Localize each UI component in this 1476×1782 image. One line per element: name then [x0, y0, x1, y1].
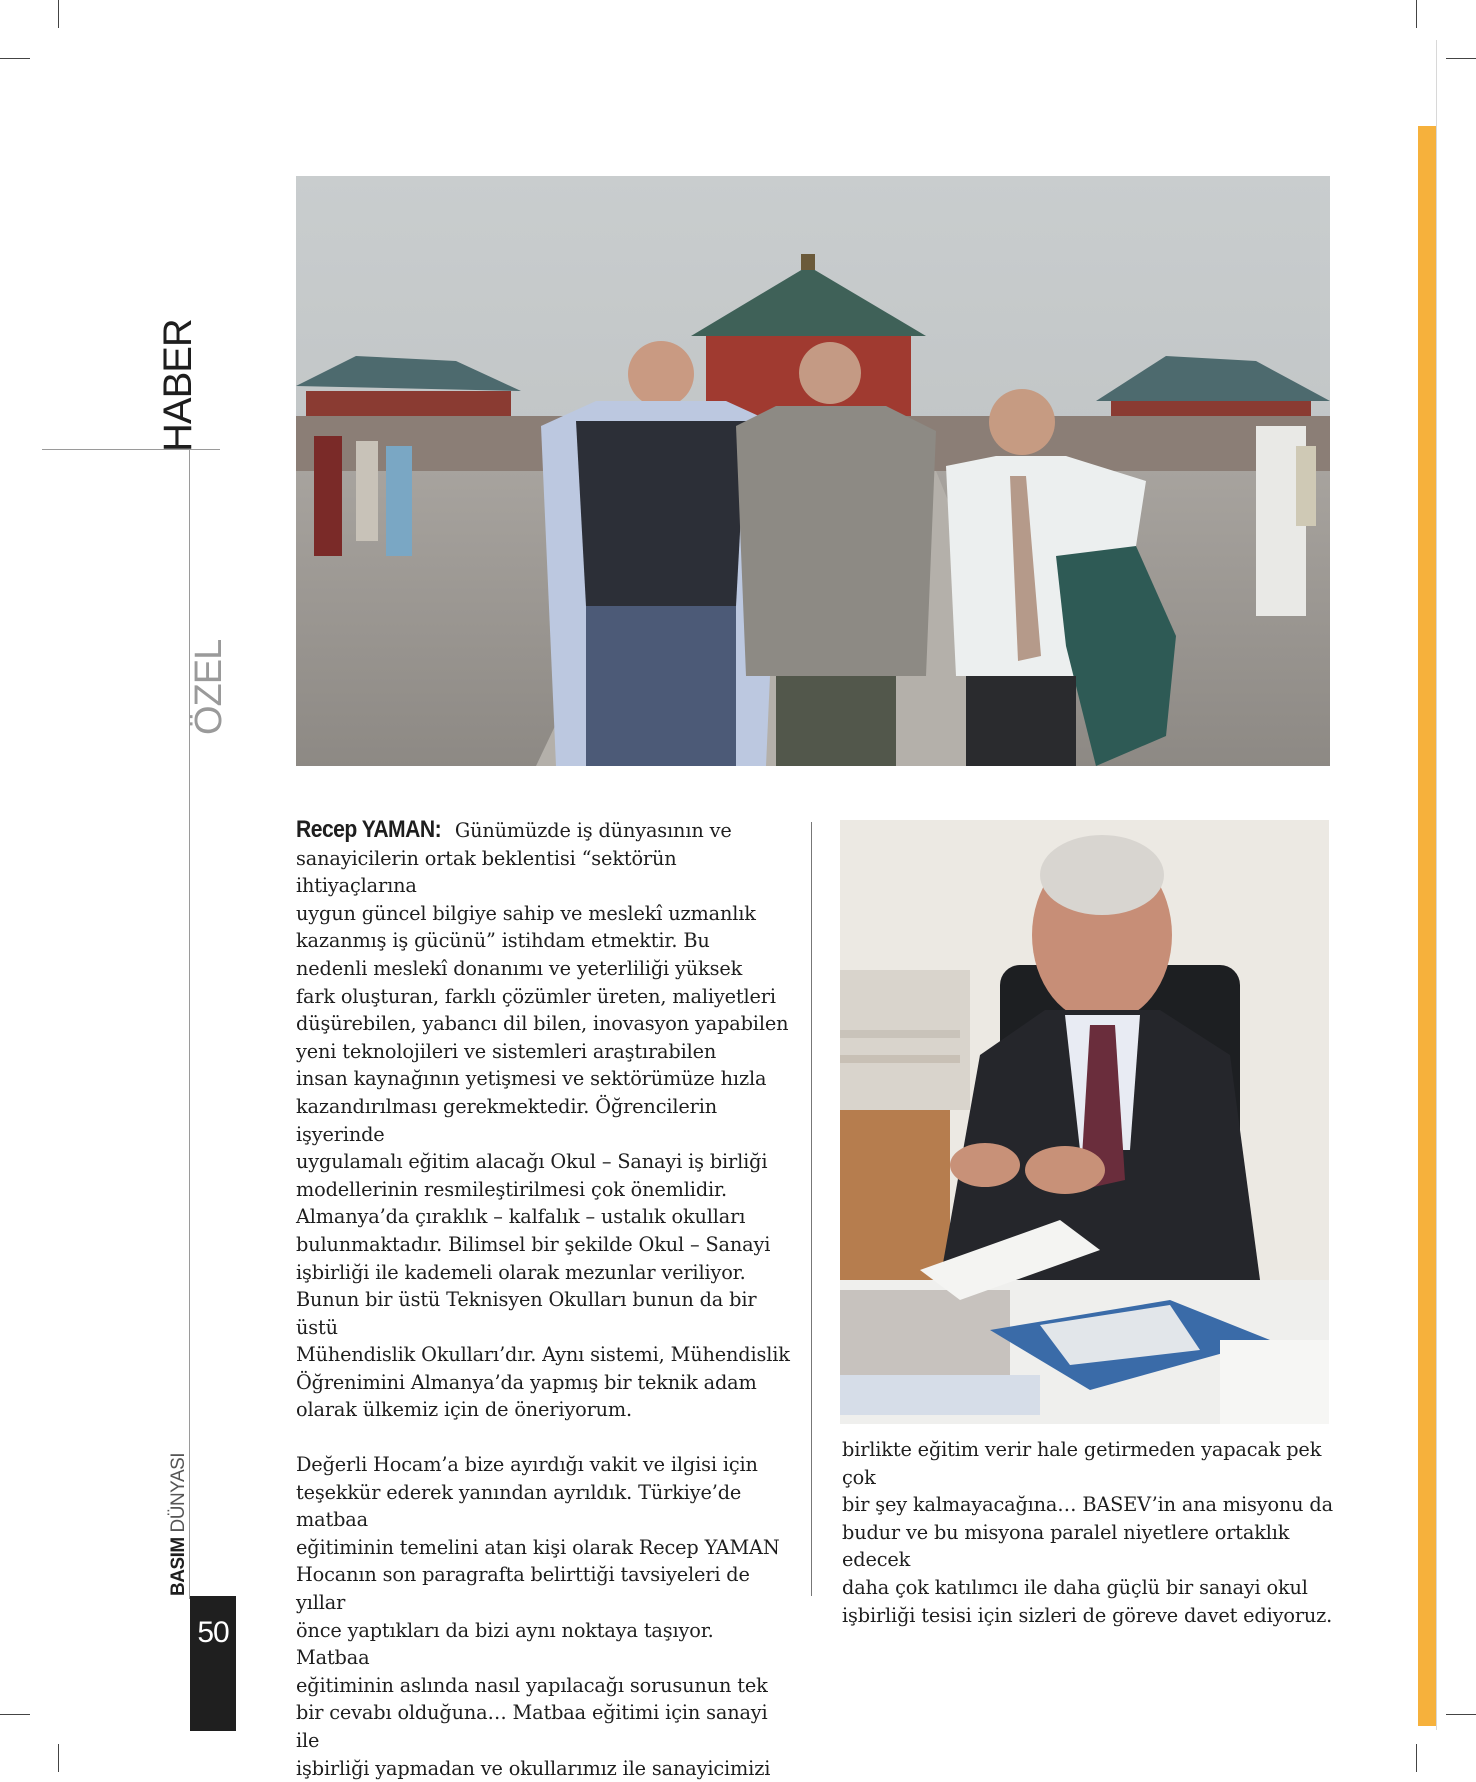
- section-label-ozel: ÖZEL: [188, 639, 230, 735]
- accent-bar: [1418, 126, 1436, 1726]
- article-paragraph-2: Değerli Hocam’a bize ayırdığı vakit ve ilgisi için teşekkür ederek yanından ayrıldık. Türkiye’de matbaa eğitiminin temelini atan kişi olarak Recep YAMAN Hocanın son paragrafta belirttiği tavsiyeleri de yıllar önce yaptıkları da bizi aynı noktaya taşıyor. Matbaa eğitiminin aslında nasıl yapılacağı sorusunun tek bir cevabı olduğuna… Matbaa eğitimi için sanayi ile işbirliği yapmadan ve okullarımız ile sanayicimizi: [296, 1453, 780, 1780]
- group-photo-image: [296, 176, 1330, 766]
- crop-mark: [58, 1744, 59, 1772]
- paragraph-1-text: Günümüzde iş dünyasının ve sanayicilerin ortak beklentisi “sektörün ihtiyaçlarına uygun güncel bilgiye sahip ve meslekî uzmanlık kazanmış iş gücünü” istihdam etmektir. Bu nedenli meslekî donanımı ve yeterliliği yüksek fark oluşturan, farklı çözümler üreten, maliyetleri düşürebilen, yabancı dil bilen, inovasyon yapabilen yeni teknolojileri ve sistemleri araştırabilen insan kaynağının yetişmesi ve sektörümüze hızla kazandırılması gerekmektedir. Öğrencilerin işyerinde uygulamalı eğitim alacağı Okul – Sanayi iş birliği modellerinin resmileştirilmesi çok önemlidir. Almanya’da çıraklık – kalfalık – ustalık okulları bulunmaktadır. Bilimsel bir şekilde Okul – Sanayi işbirliği ile kademeli olarak mezunlar veriliyor. Bunun bir üstü Teknisyen Okulları bunun da bir üstü Mühendislik Okulları’dır. Aynı sistemi, Mühendislik Öğrenimini Almanya’da yapmış bir teknik adam olarak ülkemiz için de öneriyorum.: [296, 819, 790, 1422]
- article-paragraph-1: [296, 816, 791, 1424]
- crop-mark: [1416, 0, 1417, 28]
- page-number-tab: [190, 1596, 236, 1731]
- section-rule: [189, 449, 190, 1599]
- crop-mark: [0, 1714, 30, 1715]
- bleed-line: [1436, 40, 1437, 1730]
- portrait-photo-image: [840, 820, 1329, 1424]
- magazine-name: [168, 1453, 190, 1596]
- magazine-name-light: DÜNYASI: [168, 1452, 189, 1533]
- lead-speaker: Recep YAMAN:: [296, 816, 442, 843]
- crop-mark: [58, 0, 59, 28]
- group-photo: [296, 176, 1330, 766]
- crop-mark: [1416, 1744, 1417, 1772]
- portrait-photo: [840, 820, 1329, 1424]
- crop-mark: [1446, 1714, 1476, 1715]
- crop-mark: [1446, 58, 1476, 59]
- magazine-name-bold: BASIM: [168, 1537, 189, 1596]
- article-column-right: [842, 1436, 1334, 1629]
- section-label-haber: HABER: [156, 319, 200, 452]
- column-divider: [811, 822, 812, 1596]
- article-column-left: [296, 816, 791, 1782]
- crop-mark: [0, 58, 30, 59]
- article-paragraph-3: birlikte eğitim verir hale getirmeden yapacak pek çok bir şey kalmayacağına… BASEV’in ana misyonu da budur ve bu misyona paralel niyetlere ortaklık edecek daha çok katılımcı ile daha güçlü bir sanayi okul işbirliği tesisi için sizleri de göreve davet ediyoruz.: [842, 1438, 1333, 1627]
- page-number: 50: [197, 1616, 229, 1649]
